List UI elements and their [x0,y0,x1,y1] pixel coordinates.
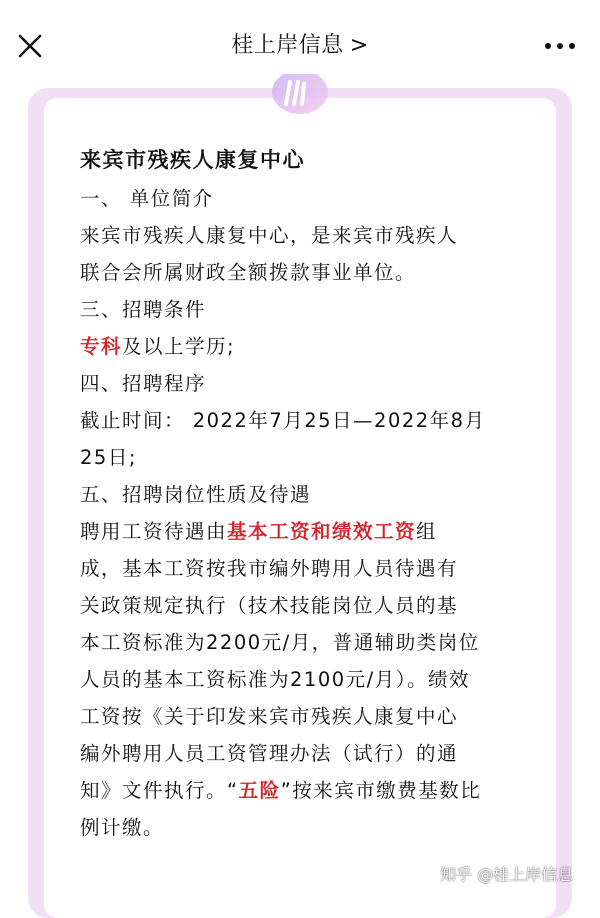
chevron-right-icon: > [349,33,369,58]
section-title: 四、招聘程序 [80,372,207,395]
highlight-text: 五险 [238,779,281,802]
section-title: 一、 单位简介 [80,187,214,210]
paragraph-line: 本工资标准为2200元/月，普通辅助类岗位 [80,631,480,654]
paragraph-line [80,772,530,809]
more-options-button[interactable] [540,32,580,60]
paragraph-line: 关政策规定执行（技术技能岗位人员的基 [80,594,459,617]
watermark-text: 知乎 @桂上岸信息 [440,865,574,884]
paragraph-text: 聘用工资待遇由 [80,520,228,543]
paragraph-text: ”按来宾市缴费基数比 [280,779,482,802]
paragraph-line: 人员的基本工资标准为2100元/月）。绩效 [80,668,470,691]
more-dots-icon [540,32,580,60]
requirement-line [80,328,530,365]
section-title: 五、招聘岗位性质及待遇 [80,483,312,506]
section-title: 三、招聘条件 [80,298,207,321]
paragraph-line: 工资按《关于印发来宾市残疾人康复中心 [80,705,459,728]
paragraph-line: 来宾市残疾人康复中心，是来宾市残疾人 [80,224,459,247]
highlight-text: 专科 [80,335,123,358]
paragraph-line: 编外聘用人员工资管理办法（试行）的通 [80,742,459,765]
decorative-number-badge-icon [268,74,332,118]
article-heading: 来宾市残疾人康复中心 [80,148,305,172]
paragraph-line: 例计缴。 [80,816,165,839]
account-title: 桂上岸信息 [231,33,344,58]
requirement-text: 及以上学历; [122,335,236,358]
paragraph-line: 联合会所属财政全额拨款事业单位。 [80,261,417,284]
paragraph-line: 截止时间： 2022年7月25日—2022年8月 [80,409,486,432]
account-title-link[interactable] [0,30,600,62]
paragraph-text: 知》文件执行。“ [80,779,239,802]
article-content [80,140,530,846]
paragraph-line: 25日; [80,446,137,469]
paragraph-text: 组 [416,520,438,543]
highlight-text: 基本工资和绩效工资 [227,520,417,543]
paragraph-line: 成，基本工资按我市编外聘用人员待遇有 [80,557,459,580]
paragraph-line [80,513,530,550]
